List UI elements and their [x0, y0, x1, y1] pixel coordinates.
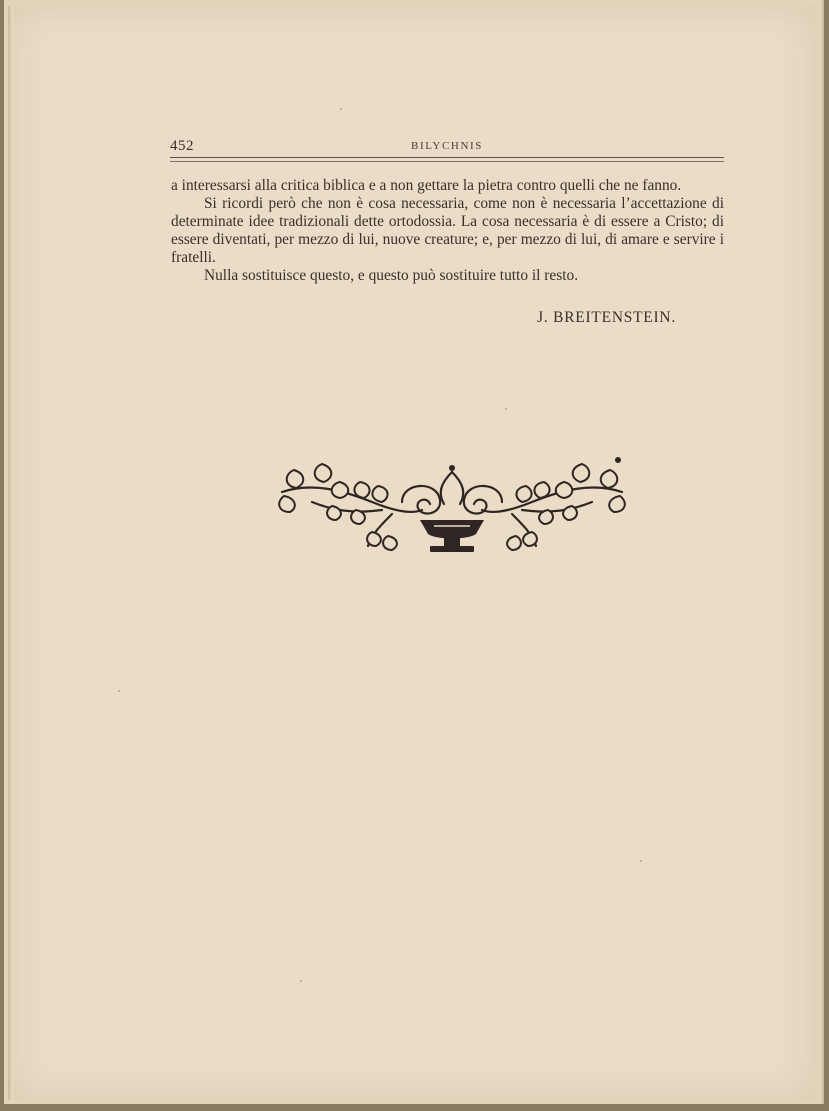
paper-speck [505, 408, 507, 410]
paper-speck [118, 690, 120, 692]
running-title: BILYCHNIS [411, 140, 483, 152]
page-number: 452 [170, 138, 194, 154]
body-text [171, 177, 724, 285]
paper-speck [300, 980, 302, 982]
paragraph: Si ricordi però che non è cosa necessaria, come non è necessaria l’accettazione di determinate idee tradizionali dette ortodossia. La cosa necessaria è di essere a Cristo; di essere diventati, per mezzo di lui, nuove creature; e, per mezzo di lui, di amare e servire i fratelli. [171, 195, 724, 266]
page-spine-shadow [8, 6, 13, 1100]
header-rule-thin [170, 161, 724, 162]
author-signature: J. BREITENSTEIN. [537, 309, 676, 326]
floral-vase-ornament-icon [272, 452, 632, 562]
paper-speck [640, 860, 642, 862]
header-rule [170, 157, 724, 158]
paragraph: Nulla sostituisce questo, e questo può sostituire tutto il resto. [204, 267, 579, 284]
paper-speck [340, 108, 342, 110]
paragraph: a interessarsi alla critica biblica e a non gettare la pietra contro quelli che ne fanno. [171, 177, 682, 194]
